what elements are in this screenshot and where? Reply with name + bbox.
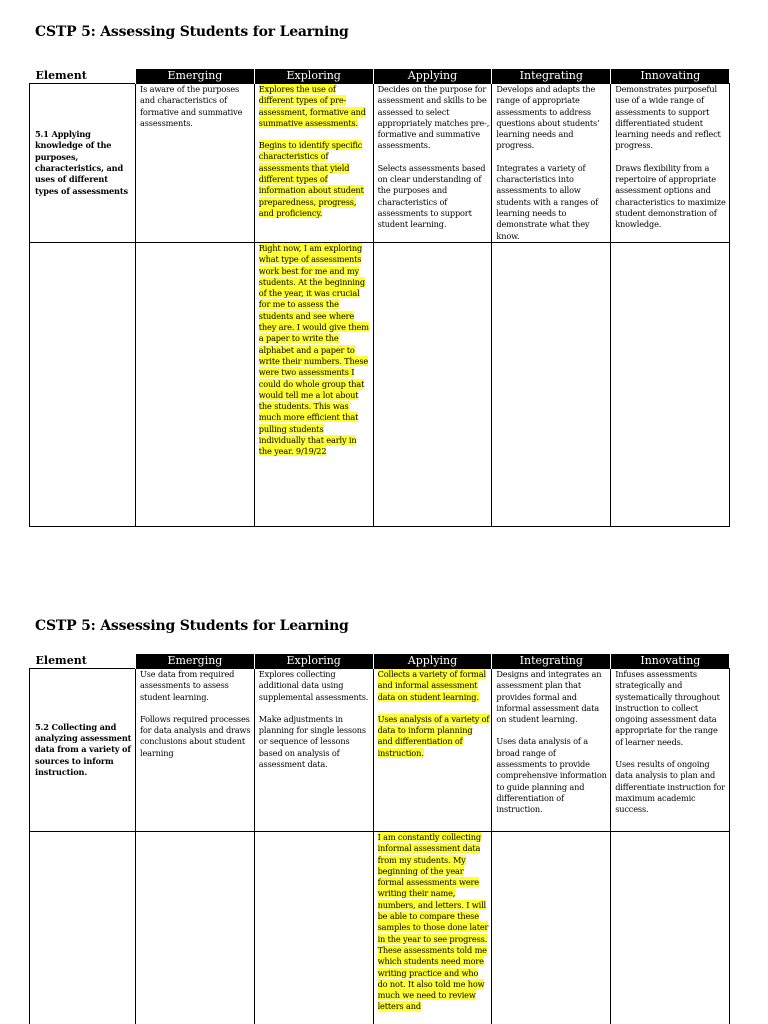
descriptor-text: Integrates a variety of characteristics into assessments to allow students with a ranges of learning needs to demonstrate what they know.: [496, 162, 599, 241]
descriptor-text: Designs and integrates an assessment plan that provides formal and informal assessment data on student learning.: [496, 669, 602, 725]
highlighted-descriptor-text: Uses analysis of a variety of data to inform planning and differentiation of instruction.: [377, 713, 490, 758]
emerging-descriptor: [136, 669, 255, 832]
element-label: 5.2 Collecting and analyzing assessment data from a variety of sources to inform instruction.: [30, 669, 136, 832]
descriptor-text: Draws flexibility from a repertoire of appropriate assessment options and characteristics to maximize student demonstration of knowledge.: [615, 162, 726, 230]
descriptor-text: Use data from required assessments to assess student learning.: [140, 669, 235, 702]
section2-title: CSTP 5: Assessing Students for Learning: [35, 618, 349, 634]
level-header-emerging: Emerging: [136, 69, 255, 84]
element-header: Element: [30, 69, 136, 84]
level-header-integrating: Integrating: [492, 69, 611, 84]
descriptor-text: Infuses assessments strategically and systematically throughout instruction to collect ongoing assessment data appropriate for the range of learner needs.: [615, 669, 720, 747]
empty-cell: [136, 832, 255, 1024]
descriptor-row: [30, 669, 730, 832]
level-header-applying: Applying: [373, 69, 492, 84]
section1-title: CSTP 5: Assessing Students for Learning: [35, 24, 349, 40]
descriptor-text: Selects assessments based on clear understanding of the purposes and characteristics of assessments to support student learning.: [377, 162, 486, 230]
descriptor-text: Explores collecting additional data using supplemental assessments.: [258, 669, 369, 702]
rubric-table-5-2: [29, 654, 730, 1024]
descriptor-text: Develops and adapts the range of appropriate assessments to address questions about students’ learning needs and progress.: [496, 84, 600, 151]
element-label: 5.1 Applying knowledge of the purposes, characteristics, and uses of different types of assessments: [30, 84, 136, 243]
reflection-text: I am constantly collecting informal assessment data from my students. My beginning of the year formal assessments were writing their name, numbers, and letters. I will be able to compare these samples to those done later in the year to see progress. These assessments told me which students need more writing practice and who do not. It also told me how much we need to review letters and: [377, 832, 489, 1012]
element-header: Element: [30, 654, 136, 669]
highlighted-descriptor-text: Collects a variety of formal and informal assessment data on student learning.: [377, 669, 486, 702]
level-header-exploring: Exploring: [254, 69, 373, 84]
exploring-descriptor: [254, 669, 373, 832]
empty-cell: [611, 832, 730, 1024]
level-header-applying: Applying: [373, 654, 492, 669]
empty-cell: [254, 832, 373, 1024]
empty-cell: [30, 832, 136, 1024]
level-header-innovating: Innovating: [611, 69, 730, 84]
descriptor-text: Uses results of ongoing data analysis to plan and differentiate instruction for maximum academic success.: [615, 759, 725, 815]
empty-cell: [492, 832, 611, 1024]
descriptor-text: Follows required processes for data analysis and draws conclusions about student learning: [140, 713, 251, 758]
header-row: [30, 654, 730, 669]
descriptor-text: Is aware of the purposes and characteristics of formative and summative assessments.: [140, 84, 243, 128]
applying-reflection: [373, 832, 492, 1024]
descriptor-text: Demonstrates purposeful use of a wide range of assessments to support differentiated student learning needs and reflect progress.: [615, 84, 721, 151]
reflection-row: [30, 832, 730, 1024]
level-header-exploring: Exploring: [254, 654, 373, 669]
level-header-integrating: Integrating: [492, 654, 611, 669]
level-header-innovating: Innovating: [611, 654, 730, 669]
innovating-descriptor: [611, 669, 730, 832]
highlighted-descriptor-text: Begins to identify specific characteristics of assessments that yield different types of information about student preparedness, progress, and proficiency.: [258, 140, 364, 218]
highlighted-descriptor-text: Explores the use of different types of pre-assessment, formative and summative assessments.: [258, 84, 366, 128]
descriptor-text: Uses data analysis of a broad range of assessments to provide comprehensive information to guide planning and differentiation of instruction.: [496, 736, 607, 815]
integrating-descriptor: [492, 669, 611, 832]
applying-descriptor: [373, 669, 492, 832]
descriptor-text: Decides on the purpose for assessment and skills to be assessed to select appropriately matches pre-, formative and summative assessments.: [377, 84, 490, 151]
descriptor-text: Make adjustments in planning for single lessons or sequence of lessons based on analysis of assessment data.: [258, 713, 366, 770]
reflection-text: Right now, I am exploring what type of assessments work best for me and my students. At the beginning of the year, it was crucial for me to assess the students and see where they are. I would give them a paper to write the alphabet and a paper to write their numbers. These were two assessments I could do whole group that would tell me a lot about the students. This was much more efficient that pulling students individually that early in the year. 9/19/22: [258, 243, 369, 457]
level-header-emerging: Emerging: [136, 654, 255, 669]
